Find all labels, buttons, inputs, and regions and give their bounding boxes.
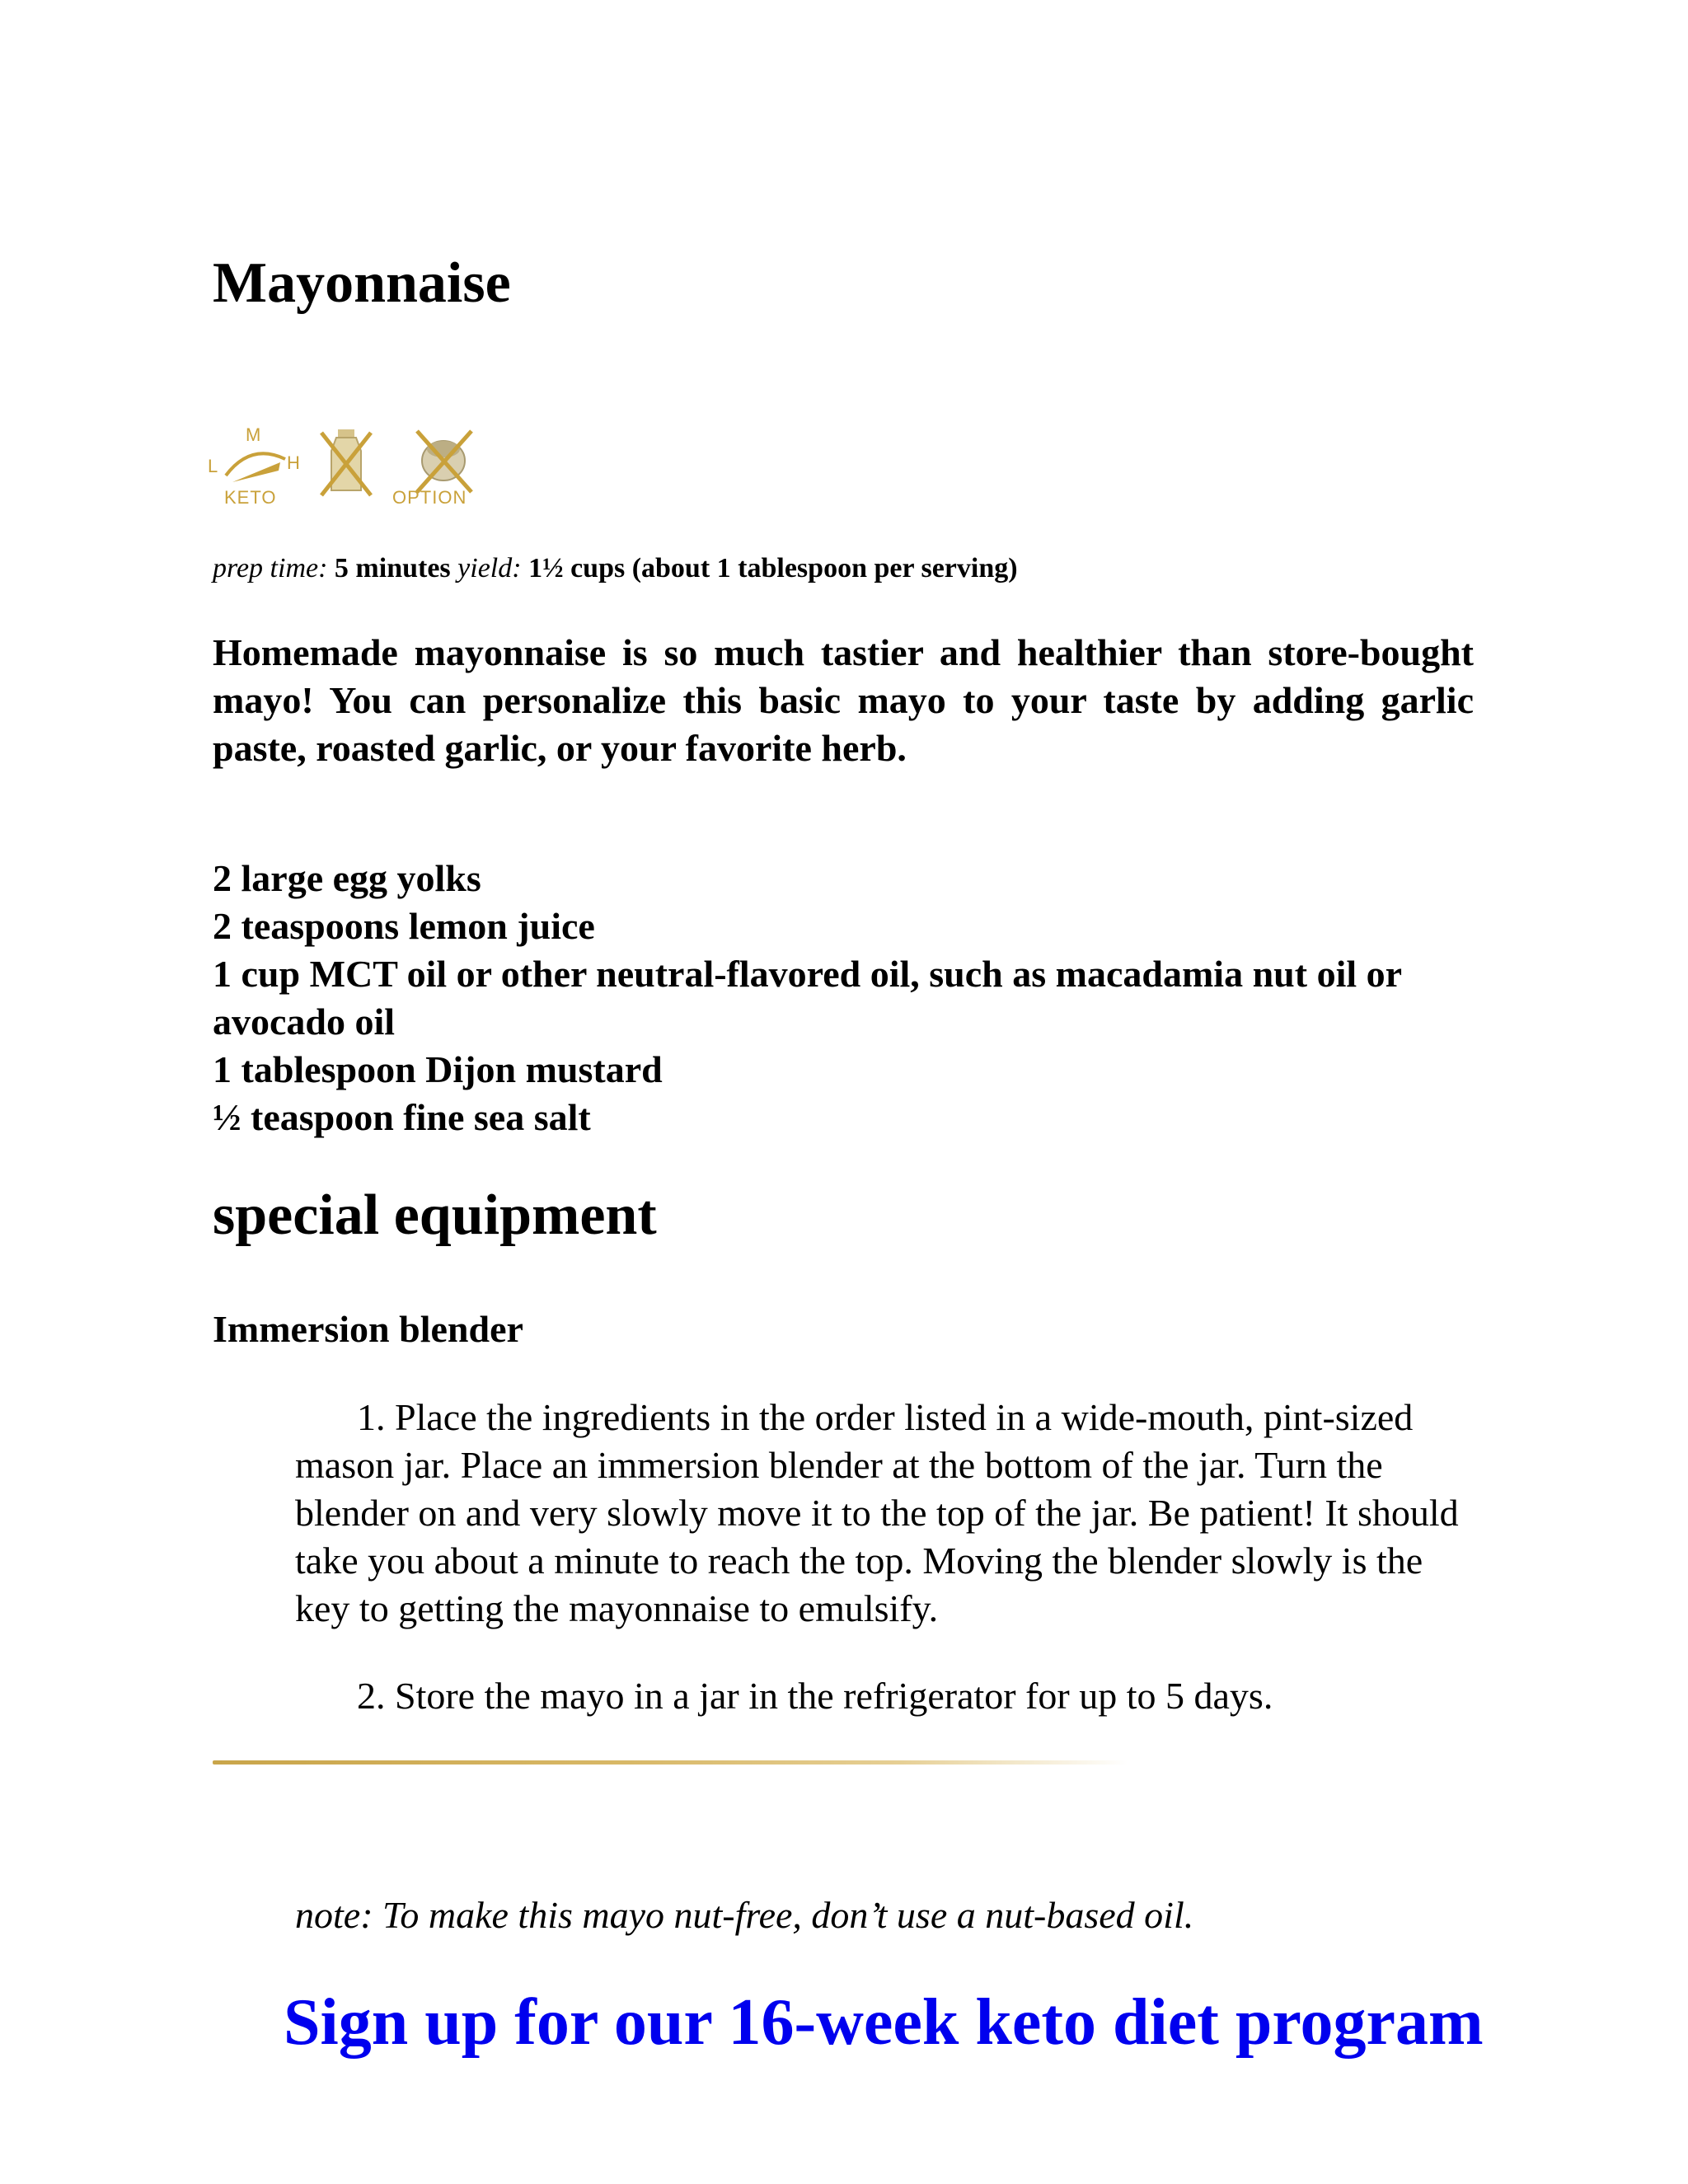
equipment-item: Immersion blender: [213, 1308, 523, 1350]
ingredient-item: ½ teaspoon fine sea salt: [213, 1096, 591, 1138]
keto-level-medium-label: M: [246, 424, 262, 445]
prep-time-label: prep time:: [213, 553, 328, 583]
keto-level-high-label: H: [287, 452, 301, 473]
ingredient-item: 2 large egg yolks: [213, 857, 481, 899]
keto-level-gauge-icon: [208, 424, 307, 522]
equipment-heading: special equipment: [213, 1183, 657, 1247]
diet-icons: [208, 424, 488, 522]
no-nuts-icon: [392, 424, 488, 522]
signup-link[interactable]: Sign up for our 16-week keto diet program: [284, 1986, 1484, 2059]
prep-time-value: 5 minutes: [334, 553, 451, 583]
instruction-steps: [295, 1394, 1465, 1760]
nut-free-caption: OPTION: [392, 487, 467, 508]
ingredient-item: 1 tablespoon Dijon mustard: [213, 1048, 663, 1090]
recipe-meta: [213, 551, 1018, 587]
ingredient-list: [213, 855, 1498, 1141]
instruction-step: 1. Place the ingredients in the order listed in a wide-mouth, pint-sized mason jar. Place an immersion blender at the bottom of the jar. Turn the blender on and very slowly move it to the top of the jar. Be patient! It should take you about a minute to reach the top. Moving the blender slowly is the key to getting the mayonnaise to emulsify.: [295, 1396, 1459, 1629]
ingredient-item: 2 teaspoons lemon juice: [213, 905, 595, 947]
ingredient-item: 1 cup MCT oil or other neutral-flavored oil, such as macadamia nut oil or avocado oil: [213, 953, 1402, 1043]
instruction-step: 2. Store the mayo in a jar in the refrigerator for up to 5 days.: [357, 1675, 1273, 1717]
keto-caption: KETO: [224, 487, 277, 508]
yield-label: yield:: [457, 553, 522, 583]
milk-bottle-crossed-icon: [316, 424, 376, 499]
section-divider: [213, 1760, 1128, 1765]
no-dairy-icon: [316, 424, 376, 499]
recipe-note: note: To make this mayo nut-free, don’t use a nut-based oil.: [295, 1894, 1194, 1936]
yield-value: 1½ cups (about 1 tablespoon per serving): [528, 553, 1018, 583]
recipe-intro: Homemade mayonnaise is so much tastier and healthier than store-bought mayo! You can personalize this basic mayo to your taste by adding garlic paste, roasted garlic, or your favorite herb.: [213, 631, 1474, 769]
keto-level-low-label: L: [208, 456, 219, 476]
recipe-title: Mayonnaise: [213, 251, 511, 315]
